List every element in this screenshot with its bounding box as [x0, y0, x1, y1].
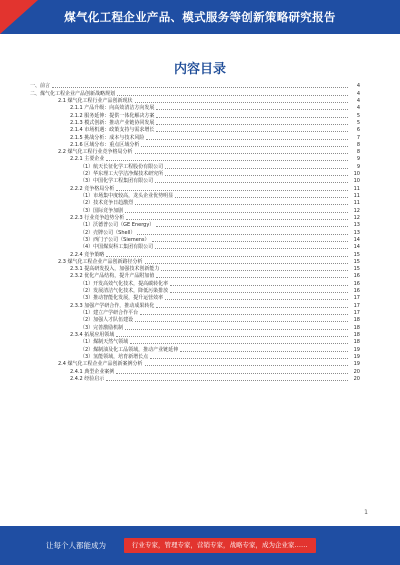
toc-dot-leader — [126, 219, 348, 220]
toc-entry[interactable] — [22, 244, 360, 251]
toc-entry-page: 8 — [356, 141, 360, 148]
toc-entry-page: 14 — [353, 244, 360, 251]
toc-entry-page: 4 — [356, 83, 360, 90]
toc-dot-leader — [116, 336, 348, 337]
toc-dot-leader — [156, 109, 348, 110]
toc-entry[interactable] — [22, 288, 360, 295]
toc-entry-page: 13 — [353, 222, 360, 229]
toc-entry[interactable] — [22, 324, 360, 331]
toc-entry[interactable] — [22, 142, 360, 149]
toc-entry-page: 19 — [353, 346, 360, 353]
toc-dot-leader — [106, 160, 348, 161]
toc-entry-title: 2.3.2 优化产品结构，提升产品附加值 — [70, 273, 155, 280]
page-number: 1 — [364, 509, 368, 516]
toc-dot-leader — [106, 256, 348, 257]
toc-entry[interactable] — [22, 339, 360, 346]
toc-dot-leader — [145, 263, 348, 264]
toc-entry-title: （2）技术竞争日趋激烈 — [80, 200, 134, 207]
footer-slogan: 让每个人都能成为 — [46, 541, 106, 550]
toc-entry-title: 2.3 煤气化工程企业产品创新路径分析 — [58, 258, 143, 265]
toc-entry-title: 2.1.6 区域分布：重点区域分析 — [70, 141, 140, 148]
toc-entry[interactable] — [22, 310, 360, 317]
toc-entry[interactable] — [22, 229, 360, 236]
toc-entry[interactable] — [22, 317, 360, 324]
toc-entry-page: 11 — [353, 185, 360, 192]
toc-dot-leader — [150, 358, 348, 359]
toc-entry-page: 18 — [353, 324, 360, 331]
toc-entry-title: （2）发展清洁气化技术，降低污染排放 — [80, 288, 169, 295]
toc-entry[interactable] — [22, 376, 360, 383]
toc-dot-leader — [170, 292, 348, 293]
toc-entry-page: 20 — [353, 368, 360, 375]
toc-entry[interactable] — [22, 134, 360, 141]
toc-entry-page: 4 — [356, 90, 360, 97]
toc-entry-page: 9 — [356, 163, 360, 170]
toc-dot-leader — [135, 153, 348, 154]
toc-entry-page: 19 — [353, 353, 360, 360]
toc-entry-page: 19 — [353, 361, 360, 368]
toc-entry-title: 2.1.4 市场机遇：政策支持与需求增长 — [70, 127, 155, 134]
toc-dot-leader — [116, 373, 348, 374]
toc-entry-page: 17 — [353, 310, 360, 316]
toc-entry-title: 2.1.2 服务延伸：提供一体化解决方案 — [70, 112, 155, 119]
toc-dot-leader — [137, 234, 348, 235]
toc-entry[interactable] — [22, 163, 360, 170]
toc-entry-page: 6 — [356, 127, 360, 134]
toc-entry-page: 15 — [353, 251, 360, 258]
toc-entry-title: （3）氢能领域，培育新增长点 — [80, 353, 149, 360]
toc-dot-leader — [155, 182, 348, 183]
toc-entry[interactable] — [22, 83, 360, 90]
toc-entry[interactable] — [22, 112, 360, 119]
toc-entry[interactable] — [22, 207, 360, 214]
toc-entry-title: 2.2 煤气化工程行业竞争格局分析 — [58, 149, 133, 156]
toc-dot-leader — [156, 124, 348, 125]
toc-dot-leader — [145, 365, 348, 366]
toc-entry[interactable] — [22, 368, 360, 375]
toc-entry-page: 4 — [356, 97, 360, 104]
toc-entry-title: （3）完善激励机制 — [80, 324, 124, 331]
toc-entry[interactable] — [22, 105, 360, 112]
toc-heading: 内容目录 — [173, 62, 226, 77]
toc-entry-title: （2）煤制油及化工品领域，推动产业链延伸 — [80, 346, 179, 353]
toc-dot-leader — [165, 299, 348, 300]
toc-entry[interactable] — [22, 193, 360, 200]
toc-entry-page: 10 — [353, 178, 360, 185]
toc-entry[interactable] — [22, 156, 360, 163]
toc-entry-page: 11 — [353, 193, 360, 199]
toc-dot-leader — [156, 131, 348, 132]
toc-entry-title: 2.2.2 竞争格局分析 — [70, 185, 115, 192]
toc-entry-page: 15 — [353, 266, 360, 273]
toc-entry-title: （1）航天长征化学工程股份有限公司 — [80, 163, 164, 170]
report-title: 煤气化工程企业产品、模式服务等创新策略研究报告 — [64, 10, 336, 24]
toc-entry-page: 12 — [353, 214, 360, 221]
toc-entry-title: 2.2.4 竞争策略 — [70, 251, 105, 258]
toc-entry[interactable] — [22, 361, 360, 368]
toc-entry-title: 二、煤气化工程企业产品创新战略规划 — [30, 90, 116, 97]
toc-entry[interactable] — [22, 120, 360, 127]
toc-entry-page: 15 — [353, 258, 360, 265]
toc-entry-title: （2）壳牌公司（Shell） — [80, 229, 136, 236]
toc-entry-page: 5 — [356, 119, 360, 126]
toc-entry[interactable] — [22, 200, 360, 207]
toc-entry[interactable] — [22, 222, 360, 229]
toc-entry[interactable] — [22, 259, 360, 266]
toc-dot-leader — [175, 197, 348, 198]
toc-entry-title: （2）加强人才队伍建设 — [80, 317, 134, 324]
toc-entry[interactable] — [22, 98, 360, 105]
toc-dot-leader — [141, 146, 348, 147]
toc-entry-page: 16 — [353, 280, 360, 287]
toc-entry-page: 8 — [356, 149, 360, 156]
toc-entry[interactable] — [22, 354, 360, 361]
toc-dot-leader — [170, 285, 348, 286]
toc-dot-leader — [135, 204, 348, 205]
toc-dot-leader — [130, 343, 348, 344]
toc-entry-page: 4 — [356, 105, 360, 112]
toc-entry-title: （1）沃德普公司（GE Energy） — [80, 222, 155, 229]
toc-entry-title: 2.2.3 行业竞争趋势分析 — [70, 214, 125, 221]
toc-entry-title: 2.3.3 加强产学研合作，推动成果转化 — [70, 302, 155, 309]
toc-entry-page: 11 — [353, 200, 360, 207]
toc-dot-leader — [125, 329, 348, 330]
toc-entry-title: 2.4.1 典型企业案例 — [70, 368, 115, 375]
toc-dot-leader — [140, 314, 348, 315]
toc-entry[interactable] — [22, 215, 360, 222]
toc-dot-leader — [165, 175, 348, 176]
toc-entry[interactable] — [22, 346, 360, 353]
toc-entry-page: 18 — [353, 339, 360, 346]
toc-dot-leader — [135, 102, 348, 103]
toc-entry[interactable] — [22, 171, 360, 178]
toc-entry-page: 18 — [353, 331, 360, 338]
toc-entry[interactable] — [22, 178, 360, 185]
toc-entry-page: 12 — [353, 207, 360, 214]
toc-entry-title: （4）中国煤炭科工集团有限公司 — [80, 244, 154, 251]
toc-entry-title: 2.3.4 拓展应用领域 — [70, 331, 115, 338]
toc-entry-title: 一、前言 — [30, 83, 51, 90]
toc-entry-page: 17 — [353, 302, 360, 309]
toc-dot-leader — [155, 248, 348, 249]
toc-dot-leader — [116, 190, 348, 191]
toc-entry[interactable] — [22, 280, 360, 287]
toc-entry-title: 2.1.5 挑战分析：成本与技术风险 — [70, 134, 145, 141]
toc-entry[interactable] — [22, 90, 360, 97]
toc-entry-title: 2.1 煤气化工程行业产品创新现状 — [58, 97, 133, 104]
toc-entry-title: 2.1.3 模式创新：推动产业链协同发展 — [70, 119, 155, 126]
toc-entry[interactable] — [22, 302, 360, 309]
page-header — [0, 0, 400, 34]
toc-entry[interactable] — [22, 251, 360, 258]
toc-dot-leader — [106, 380, 348, 381]
toc-dot-leader — [156, 277, 348, 278]
toc-entry-page: 9 — [356, 156, 360, 163]
toc-entry-title: （3）西门子公司（Siemens） — [80, 236, 150, 243]
toc-dot-leader — [152, 241, 348, 242]
toc-entry-page: 16 — [353, 273, 360, 280]
toc-entry-title: 2.1.1 产品升级：向高效清洁方向发展 — [70, 105, 155, 112]
toc-entry-title: （1）建立产学研合作平台 — [80, 310, 139, 316]
toc-entry-page: 7 — [356, 134, 360, 141]
toc-entry-title: （1）煤制天然气领域 — [80, 339, 129, 346]
toc-entry-title: 2.4.2 经验启示 — [70, 375, 105, 382]
toc-entry[interactable] — [22, 237, 360, 244]
toc-dot-leader — [52, 87, 348, 88]
toc-dot-leader — [156, 307, 348, 308]
toc-dot-leader — [156, 226, 348, 227]
toc-dot-leader — [156, 117, 348, 118]
toc-entry-page: 18 — [353, 317, 360, 324]
toc-entry-page: 13 — [353, 229, 360, 236]
toc-dot-leader — [161, 270, 348, 271]
toc-dot-leader — [146, 139, 348, 140]
toc-entry[interactable] — [22, 185, 360, 192]
table-of-contents — [22, 83, 360, 383]
page-footer — [0, 526, 400, 565]
toc-entry-page: 10 — [353, 171, 360, 178]
toc-entry-title: 2.4 煤气化工程企业产品创新案例分析 — [58, 361, 143, 368]
toc-entry-title: 2.2.1 主要企业 — [70, 156, 105, 163]
toc-entry-page: 5 — [356, 112, 360, 119]
toc-entry[interactable] — [22, 332, 360, 339]
toc-dot-leader — [117, 95, 348, 96]
toc-entry-title: （1）开发高效气化技术，提高碳转化率 — [80, 280, 169, 287]
toc-dot-leader — [135, 321, 348, 322]
toc-dot-leader — [180, 351, 348, 352]
toc-entry-title: 2.3.1 提高研发投入，加强技术创新能力 — [70, 266, 160, 273]
toc-entry-page: 17 — [353, 295, 360, 302]
footer-tagline: 行业专家，管理专家，营销专家，战略专家，成为企业家…… — [124, 538, 316, 553]
toc-dot-leader — [125, 212, 348, 213]
toc-entry-title: （3）国际竞争加剧 — [80, 207, 124, 214]
toc-entry-page: 20 — [353, 375, 360, 382]
toc-entry-title: （2）华东理工大学洁净煤技术研究所 — [80, 171, 164, 178]
toc-entry-title: （3）中国化学工程集团有限公司 — [80, 178, 154, 185]
toc-entry[interactable] — [22, 273, 360, 280]
toc-entry-page: 16 — [353, 288, 360, 295]
toc-dot-leader — [165, 168, 348, 169]
toc-entry-page: 14 — [353, 236, 360, 243]
toc-entry-title: （3）推动智能化发展，提升运营效率 — [80, 295, 164, 302]
toc-entry[interactable] — [22, 127, 360, 134]
toc-entry-title: （1）市场集中度较高，龙头企业优势明显 — [80, 193, 174, 199]
toc-entry[interactable] — [22, 295, 360, 302]
